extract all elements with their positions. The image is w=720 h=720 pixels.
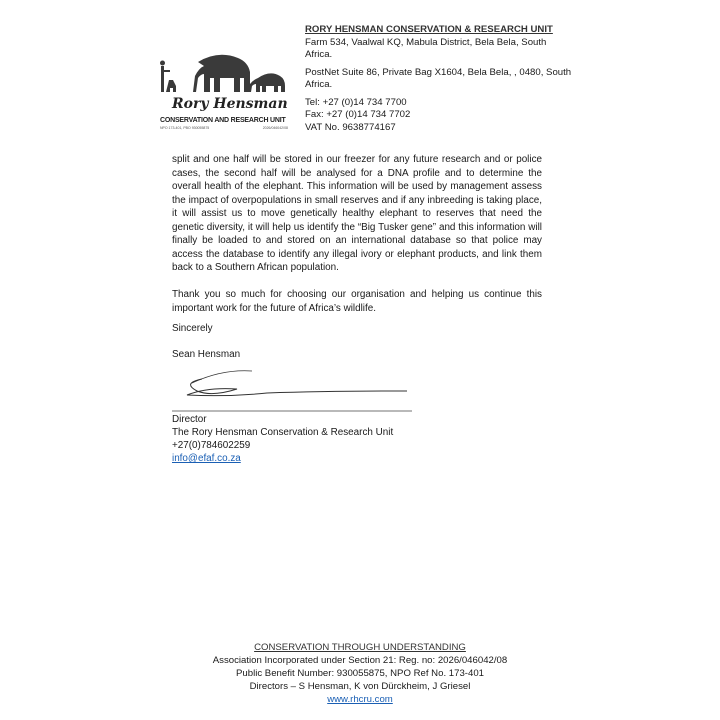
- footer-directors: Directors – S Hensman, K von Dürckheim, J Griesel: [249, 681, 471, 692]
- signer-organisation: The Rory Hensman Conservation & Research Unit: [172, 427, 394, 438]
- vat-number: VAT No. 9638774167: [305, 121, 396, 133]
- logo-fine-left: NPO 173-401, PBO 930055875: [160, 126, 210, 130]
- organisation-logo: [158, 52, 293, 137]
- footer-motto: CONSERVATION THROUGH UNDERSTANDING: [254, 642, 466, 653]
- elephants-logo-icon: [158, 52, 293, 100]
- signoff: [172, 322, 417, 465]
- signer-name: Sean Hensman: [172, 349, 241, 360]
- logo-name: Rory Hensman: [172, 96, 288, 112]
- signature-icon: [172, 361, 417, 413]
- body-paragraph: split and one half will be stored in our freezer for any future research and or police cases, the second half will be analysed for a DNA profile and to determine the overall health of the elephant. This information will be used by management assess the impact of overpopulations in small reserves and if any inbreeding is taking place, it will assist us to move genetically healthy elephant to reserves that need the genetic diversity, it will help us identify the “Big Tusker gene” and this information will finally be loaded to and stored on an international database so that police may access the database to identify any illegal ivory or elephant products, and link them back to a Southern African population.: [172, 154, 542, 273]
- telephone: Tel: +27 (0)14 734 7700: [305, 96, 407, 108]
- letter-body: [172, 153, 542, 329]
- fax: Fax: +27 (0)14 734 7702: [305, 109, 411, 120]
- footer-registration: Association Incorporated under Section 21: Reg. no: 2026/046042/08: [212, 655, 508, 666]
- logo-fine-print: [160, 126, 288, 130]
- signer-phone: +27(0)784602259: [172, 440, 251, 451]
- website-link[interactable]: www.rhcru.com: [327, 694, 393, 705]
- footer: [180, 641, 540, 706]
- body-paragraph: Thank you so much for choosing our organisation and helping us continue this important work for the future of Africa’s wildlife.: [172, 289, 542, 314]
- org-title: RORY HENSMAN CONSERVATION & RESEARCH UNIT: [305, 24, 553, 35]
- letterhead: [305, 24, 575, 134]
- postal-address: PostNet Suite 86, Private Bag X1604, Bela Bela, , 0480, South Africa.: [305, 66, 572, 90]
- logo-fine-right: 2026/046042/08: [262, 126, 288, 130]
- closing: Sincerely: [172, 323, 213, 334]
- signer-title: Director: [172, 414, 207, 425]
- logo-subtitle: CONSERVATION AND RESEARCH UNIT: [160, 117, 286, 124]
- email-link[interactable]: info@efaf.co.za: [172, 453, 241, 464]
- address: Farm 534, Vaalwal KQ, Mabula District, Bela Bela, South Africa.: [305, 36, 547, 60]
- footer-pbo: Public Benefit Number: 930055875, NPO Ref No. 173-401: [236, 668, 484, 679]
